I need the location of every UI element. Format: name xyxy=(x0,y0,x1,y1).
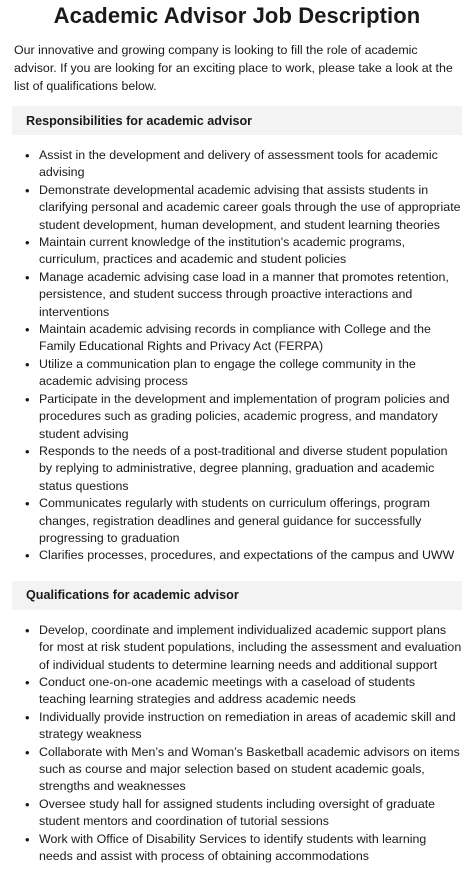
list-item: • Clarifies processes, procedures, and expectations of the campus and UWW xyxy=(39,547,462,564)
list-item: • Conduct one-on-one academic meetings with a caseload of students teaching learning strategies and address academic needs xyxy=(39,674,462,709)
list-item: • Oversee study hall for assigned students including oversight of graduate student mentors and coordination of tutorial sessions xyxy=(39,796,462,831)
list-item: • Work with Office of Disability Services to identify students with learning needs and assist with process of obtaining accommodations xyxy=(39,831,462,866)
list-item: • Maintain current knowledge of the institution's academic programs, curriculum, practices and academic and student policies xyxy=(39,234,462,269)
list-item: • Communicates regularly with students on curriculum offerings, program changes, registration deadlines and general guidance for successfully progressing to graduation xyxy=(39,495,462,547)
list-item: • Individually provide instruction on remediation in areas of academic skill and strategy weakness xyxy=(39,709,462,744)
qualifications-list xyxy=(12,622,462,866)
list-item: • Participate in the development and implementation of program policies and procedures such as grading policies, academic progress, and mandatory student advising xyxy=(39,391,462,443)
list-item: • Develop, coordinate and implement individualized academic support plans for most at risk student populations, including the assessment and evaluation of individual students to determine learning needs and additional support xyxy=(39,622,462,674)
list-item: • Manage academic advising case load in a manner that promotes retention, persistence, and student success through proactive interactions and interventions xyxy=(39,269,462,321)
list-item: • Responds to the needs of a post-traditional and diverse student population by replying to administrative, degree planning, graduation and academic status questions xyxy=(39,443,462,495)
list-item: • Demonstrate developmental academic advising that assists students in clarifying personal and academic career goals through the use of appropriate student development, human development, and student learning theories xyxy=(39,182,462,234)
responsibilities-heading: Responsibilities for academic advisor xyxy=(12,106,462,135)
list-item: • Assist in the development and delivery of assessment tools for academic advising xyxy=(39,147,462,182)
list-item: • Utilize a communication plan to engage the college community in the academic advising process xyxy=(39,356,462,391)
list-item: • Maintain academic advising records in compliance with College and the Family Educational Rights and Privacy Act (FERPA) xyxy=(39,321,462,356)
page-title: Academic Advisor Job Description xyxy=(53,3,421,28)
intro-paragraph: Our innovative and growing company is looking to fill the role of academic advisor. If you are looking for an exciting place to work, please take a look at the list of qualifications below. xyxy=(14,43,453,93)
responsibilities-list xyxy=(12,147,462,565)
list-item: • Collaborate with Men’s and Woman’s Basketball academic advisors on items such as course and major selection based on student academic goals, strengths and weaknesses xyxy=(39,744,462,796)
qualifications-heading: Qualifications for academic advisor xyxy=(12,581,462,610)
